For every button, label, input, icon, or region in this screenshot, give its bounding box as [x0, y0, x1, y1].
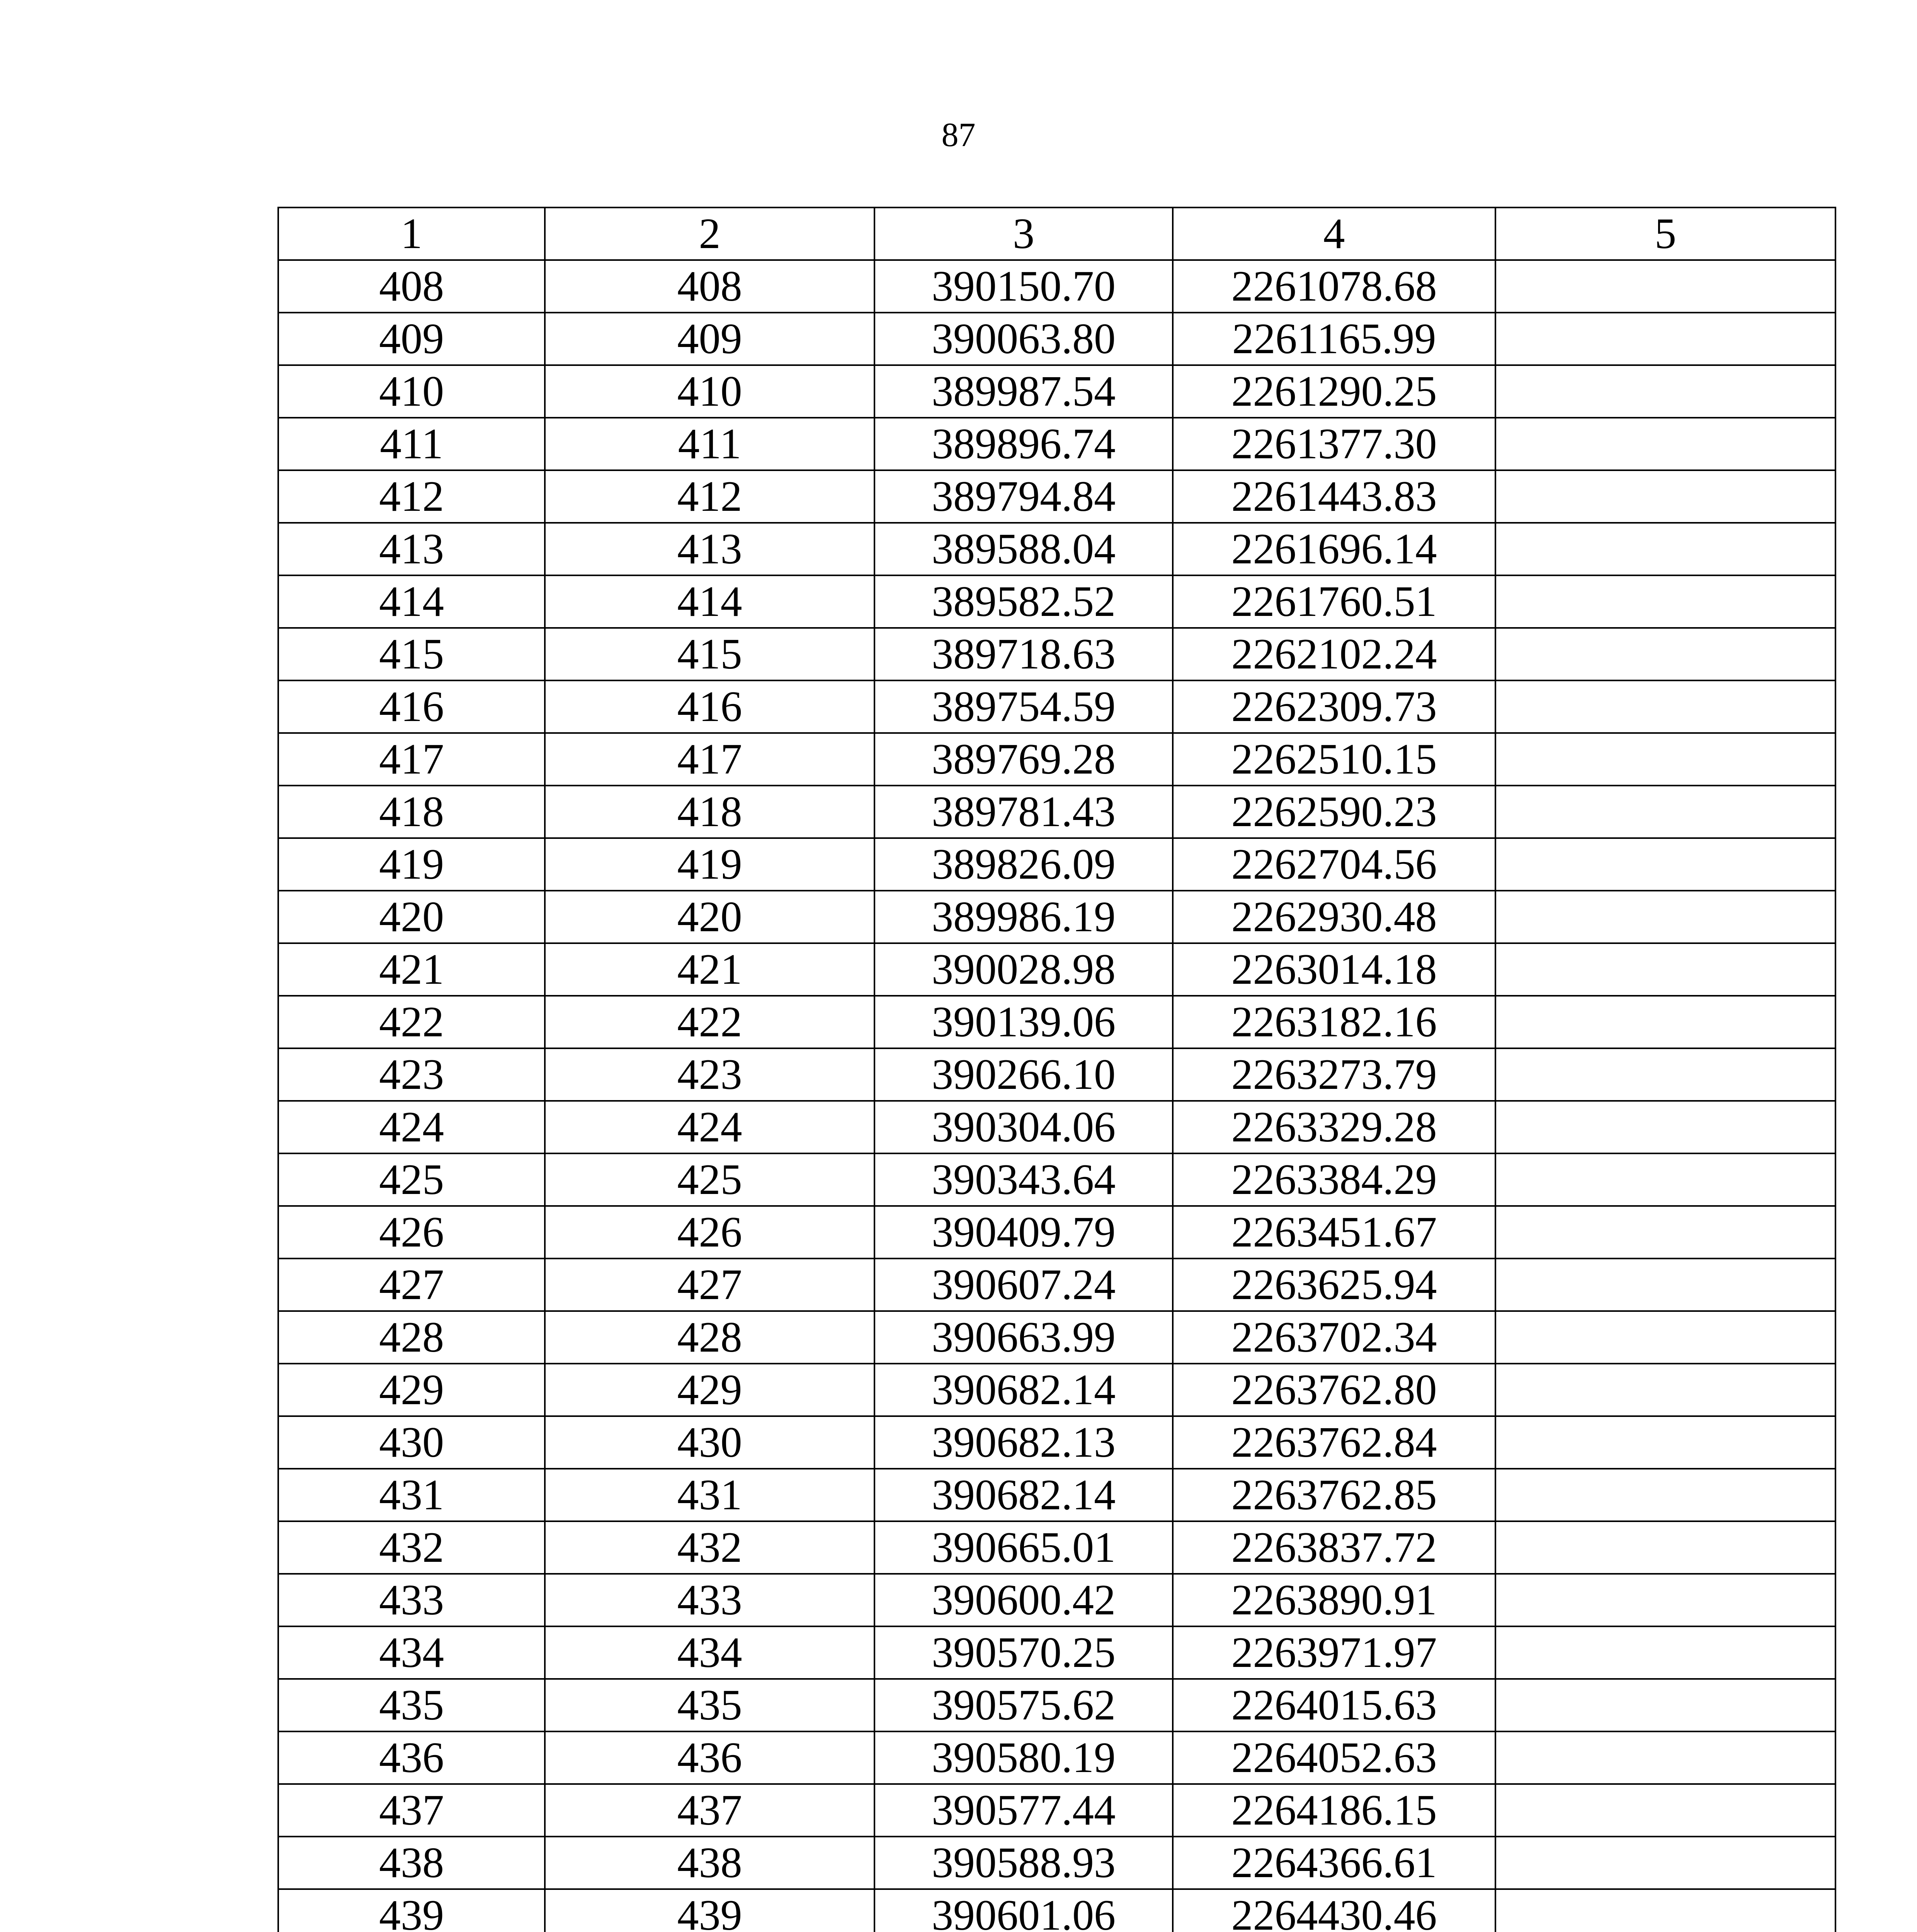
table-cell: 390588.93 — [874, 1837, 1173, 1889]
table-cell: 389986.19 — [874, 891, 1173, 943]
table-cell: 417 — [545, 733, 874, 786]
table-cell: 2263182.16 — [1173, 996, 1495, 1048]
table-cell: 2261165.99 — [1173, 313, 1495, 365]
table-cell: 425 — [278, 1153, 545, 1206]
table-cell: 2261760.51 — [1173, 575, 1495, 628]
table-cell — [1495, 1889, 1835, 1932]
table-cell — [1495, 733, 1835, 786]
table-cell — [1495, 1626, 1835, 1679]
table-cell: 429 — [278, 1364, 545, 1416]
table-cell — [1495, 470, 1835, 523]
table-row — [278, 1311, 1835, 1364]
table-row — [278, 1679, 1835, 1731]
table-cell: 425 — [545, 1153, 874, 1206]
table-row — [278, 1153, 1835, 1206]
table-cell: 408 — [545, 260, 874, 313]
table-cell: 422 — [278, 996, 545, 1048]
table-row — [278, 313, 1835, 365]
table-cell — [1495, 1311, 1835, 1364]
table-cell: 389781.43 — [874, 786, 1173, 838]
table-cell: 434 — [545, 1626, 874, 1679]
table-cell: 2261078.68 — [1173, 260, 1495, 313]
table-cell: 2263702.34 — [1173, 1311, 1495, 1364]
table-cell: 412 — [278, 470, 545, 523]
column-header: 4 — [1173, 207, 1495, 260]
table-cell: 439 — [545, 1889, 874, 1932]
table-cell: 411 — [545, 418, 874, 470]
table-row — [278, 628, 1835, 680]
table-cell: 389582.52 — [874, 575, 1173, 628]
table-cell: 433 — [278, 1574, 545, 1626]
table-cell: 435 — [278, 1679, 545, 1731]
table-row — [278, 1574, 1835, 1626]
table-cell — [1495, 1048, 1835, 1101]
table-cell: 436 — [545, 1731, 874, 1784]
table-row — [278, 418, 1835, 470]
table-row — [278, 786, 1835, 838]
table-cell: 413 — [278, 523, 545, 575]
table-cell: 390663.99 — [874, 1311, 1173, 1364]
table-cell: 412 — [545, 470, 874, 523]
table-row — [278, 1416, 1835, 1469]
table-cell: 390139.06 — [874, 996, 1173, 1048]
table-cell: 416 — [278, 680, 545, 733]
table-cell: 390063.80 — [874, 313, 1173, 365]
table-cell: 390665.01 — [874, 1521, 1173, 1574]
table-cell: 2264052.63 — [1173, 1731, 1495, 1784]
table-cell — [1495, 1416, 1835, 1469]
table-cell: 439 — [278, 1889, 545, 1932]
table-cell: 437 — [545, 1784, 874, 1837]
table-row — [278, 1784, 1835, 1837]
table-cell: 390607.24 — [874, 1259, 1173, 1311]
table-cell: 421 — [545, 943, 874, 996]
table-cell: 390570.25 — [874, 1626, 1173, 1679]
table-cell: 389896.74 — [874, 418, 1173, 470]
table-cell: 414 — [278, 575, 545, 628]
table-cell: 390304.06 — [874, 1101, 1173, 1153]
table-row — [278, 1889, 1835, 1932]
table-cell — [1495, 1101, 1835, 1153]
table-cell — [1495, 260, 1835, 313]
table-cell: 415 — [278, 628, 545, 680]
table-cell: 438 — [545, 1837, 874, 1889]
table-row — [278, 996, 1835, 1048]
page-number: 87 — [941, 116, 976, 154]
table-cell: 389588.04 — [874, 523, 1173, 575]
table-row — [278, 1206, 1835, 1259]
table-cell: 2264366.61 — [1173, 1837, 1495, 1889]
table-cell — [1495, 1206, 1835, 1259]
table-cell: 2263762.80 — [1173, 1364, 1495, 1416]
table-cell: 390028.98 — [874, 943, 1173, 996]
table-cell: 431 — [545, 1469, 874, 1521]
table-cell: 2261290.25 — [1173, 365, 1495, 418]
table-cell: 424 — [545, 1101, 874, 1153]
table-cell — [1495, 1837, 1835, 1889]
table-cell — [1495, 1679, 1835, 1731]
table-cell — [1495, 365, 1835, 418]
table-cell: 414 — [545, 575, 874, 628]
table-cell: 420 — [545, 891, 874, 943]
table-cell: 2264015.63 — [1173, 1679, 1495, 1731]
table-cell: 429 — [545, 1364, 874, 1416]
table-cell: 2261696.14 — [1173, 523, 1495, 575]
table-cell: 424 — [278, 1101, 545, 1153]
table-cell — [1495, 1259, 1835, 1311]
table-cell: 390575.62 — [874, 1679, 1173, 1731]
table-cell: 430 — [545, 1416, 874, 1469]
table-cell: 426 — [278, 1206, 545, 1259]
table-cell: 2263837.72 — [1173, 1521, 1495, 1574]
table-cell: 415 — [545, 628, 874, 680]
table-cell — [1495, 628, 1835, 680]
table-cell: 389754.59 — [874, 680, 1173, 733]
table-cell: 389826.09 — [874, 838, 1173, 891]
table-cell — [1495, 943, 1835, 996]
table-cell: 422 — [545, 996, 874, 1048]
table-cell: 423 — [545, 1048, 874, 1101]
table-cell: 390577.44 — [874, 1784, 1173, 1837]
table-cell — [1495, 1731, 1835, 1784]
table-cell: 390266.10 — [874, 1048, 1173, 1101]
table-cell: 2263762.84 — [1173, 1416, 1495, 1469]
table-cell: 427 — [545, 1259, 874, 1311]
table-row — [278, 1101, 1835, 1153]
table-cell: 416 — [545, 680, 874, 733]
table-cell: 2262930.48 — [1173, 891, 1495, 943]
table-cell: 390343.64 — [874, 1153, 1173, 1206]
table-cell: 430 — [278, 1416, 545, 1469]
table-cell: 418 — [278, 786, 545, 838]
table-cell — [1495, 1153, 1835, 1206]
table-cell: 431 — [278, 1469, 545, 1521]
table-cell: 2262704.56 — [1173, 838, 1495, 891]
coordinates-table — [277, 207, 1836, 1932]
table-row — [278, 470, 1835, 523]
table-row — [278, 891, 1835, 943]
table-cell: 433 — [545, 1574, 874, 1626]
table-cell — [1495, 313, 1835, 365]
table-cell: 413 — [545, 523, 874, 575]
table-cell: 432 — [278, 1521, 545, 1574]
table-cell — [1495, 418, 1835, 470]
table-row — [278, 523, 1835, 575]
table-row — [278, 1259, 1835, 1311]
table-cell: 432 — [545, 1521, 874, 1574]
table-cell: 2263273.79 — [1173, 1048, 1495, 1101]
table-row — [278, 365, 1835, 418]
table-cell: 389718.63 — [874, 628, 1173, 680]
table-cell: 409 — [278, 313, 545, 365]
table-body — [278, 260, 1835, 1932]
table-row — [278, 1469, 1835, 1521]
table-cell — [1495, 680, 1835, 733]
table-cell: 435 — [545, 1679, 874, 1731]
table-cell: 423 — [278, 1048, 545, 1101]
table-cell: 2262309.73 — [1173, 680, 1495, 733]
table-cell: 419 — [278, 838, 545, 891]
table-row — [278, 1364, 1835, 1416]
table-cell: 2264430.46 — [1173, 1889, 1495, 1932]
table-cell: 436 — [278, 1731, 545, 1784]
table-cell: 428 — [545, 1311, 874, 1364]
table-cell: 411 — [278, 418, 545, 470]
table-cell: 2263451.67 — [1173, 1206, 1495, 1259]
table-cell — [1495, 575, 1835, 628]
table-cell — [1495, 786, 1835, 838]
column-header: 5 — [1495, 207, 1835, 260]
table-cell: 390682.13 — [874, 1416, 1173, 1469]
table-cell: 410 — [545, 365, 874, 418]
table-cell: 2261377.30 — [1173, 418, 1495, 470]
table-cell — [1495, 1574, 1835, 1626]
table-row — [278, 733, 1835, 786]
table-cell: 2262102.24 — [1173, 628, 1495, 680]
table-cell: 434 — [278, 1626, 545, 1679]
table-row — [278, 575, 1835, 628]
table-cell: 428 — [278, 1311, 545, 1364]
table-row — [278, 680, 1835, 733]
table-cell — [1495, 996, 1835, 1048]
table-cell: 419 — [545, 838, 874, 891]
table-row — [278, 1521, 1835, 1574]
table-cell: 2262510.15 — [1173, 733, 1495, 786]
table-cell: 389769.28 — [874, 733, 1173, 786]
table-cell — [1495, 891, 1835, 943]
table-cell: 408 — [278, 260, 545, 313]
table-cell: 427 — [278, 1259, 545, 1311]
table-row — [278, 1048, 1835, 1101]
table-cell: 2263329.28 — [1173, 1101, 1495, 1153]
table-cell: 390150.70 — [874, 260, 1173, 313]
table-cell: 420 — [278, 891, 545, 943]
table-row — [278, 260, 1835, 313]
table-cell: 389987.54 — [874, 365, 1173, 418]
table-cell: 2261443.83 — [1173, 470, 1495, 523]
table-cell: 390409.79 — [874, 1206, 1173, 1259]
table-cell: 390601.06 — [874, 1889, 1173, 1932]
table-row — [278, 943, 1835, 996]
column-header: 2 — [545, 207, 874, 260]
table-cell: 2263014.18 — [1173, 943, 1495, 996]
table-cell: 418 — [545, 786, 874, 838]
table-cell — [1495, 1469, 1835, 1521]
table-cell — [1495, 1521, 1835, 1574]
table-cell: 417 — [278, 733, 545, 786]
table-cell: 390580.19 — [874, 1731, 1173, 1784]
table-cell: 2263762.85 — [1173, 1469, 1495, 1521]
table-cell: 438 — [278, 1837, 545, 1889]
table-row — [278, 1837, 1835, 1889]
table-cell: 2263384.29 — [1173, 1153, 1495, 1206]
table-cell: 409 — [545, 313, 874, 365]
table-cell — [1495, 838, 1835, 891]
table-cell: 390682.14 — [874, 1364, 1173, 1416]
table-cell: 426 — [545, 1206, 874, 1259]
table-header-row — [278, 207, 1835, 260]
table-cell: 437 — [278, 1784, 545, 1837]
table-cell: 390600.42 — [874, 1574, 1173, 1626]
table-cell: 2263971.97 — [1173, 1626, 1495, 1679]
table-cell — [1495, 523, 1835, 575]
table-cell: 410 — [278, 365, 545, 418]
table-row — [278, 838, 1835, 891]
table-cell: 421 — [278, 943, 545, 996]
table-cell — [1495, 1784, 1835, 1837]
table-row — [278, 1626, 1835, 1679]
column-header: 1 — [278, 207, 545, 260]
table-row — [278, 1731, 1835, 1784]
table-cell: 2262590.23 — [1173, 786, 1495, 838]
table-cell: 2263625.94 — [1173, 1259, 1495, 1311]
table-cell — [1495, 1364, 1835, 1416]
table-cell: 2263890.91 — [1173, 1574, 1495, 1626]
table-cell: 389794.84 — [874, 470, 1173, 523]
table-cell: 390682.14 — [874, 1469, 1173, 1521]
column-header: 3 — [874, 207, 1173, 260]
table-cell: 2264186.15 — [1173, 1784, 1495, 1837]
